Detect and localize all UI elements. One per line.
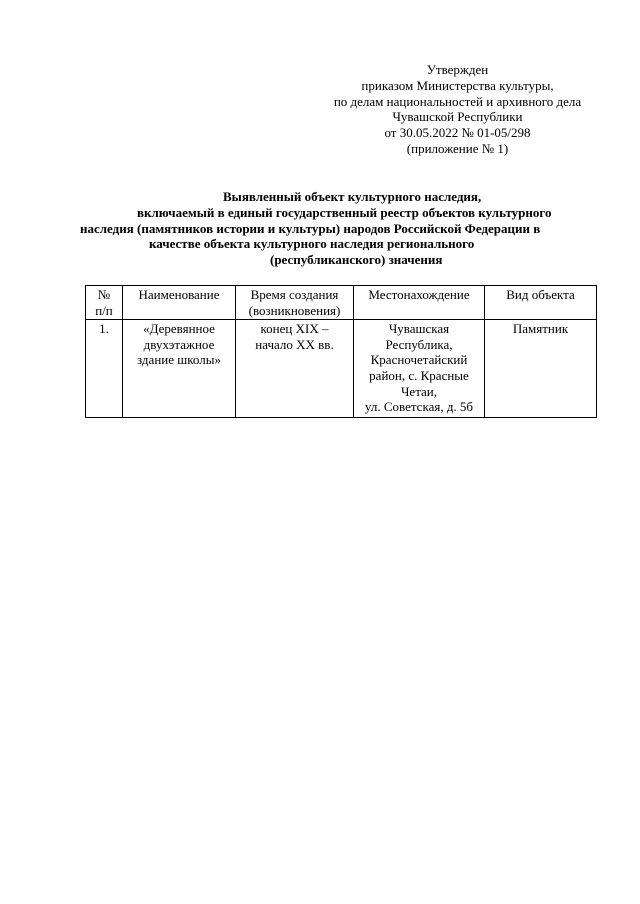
cell-text: Республика, xyxy=(385,336,453,352)
header-location xyxy=(354,286,485,320)
header-text: Время создания xyxy=(250,287,339,302)
cell-text: конец XIX – xyxy=(260,321,329,337)
cell-type xyxy=(485,320,597,418)
approval-block xyxy=(310,62,605,157)
title-line: включаемый в единый государственный реестр объектов культурного xyxy=(137,204,552,220)
cell-text: Красночетайский xyxy=(370,352,468,368)
heritage-objects-table xyxy=(85,285,597,418)
cell-text: 1. xyxy=(99,321,109,337)
cell-text: ул. Советская, д. 5б xyxy=(364,399,474,415)
title-line: наследия (памятников истории и культуры) народов Российской Федерации в xyxy=(80,220,541,236)
header-text: № xyxy=(97,287,111,302)
header-text: Наименование xyxy=(138,287,220,302)
cell-location xyxy=(354,320,485,418)
cell-text: двухэтажное xyxy=(143,336,215,352)
approval-line: от 30.05.2022 № 01-05/298 xyxy=(384,125,531,141)
cell-text: Четаи, xyxy=(400,383,438,399)
header-number xyxy=(86,286,123,320)
approval-line: Утвержден xyxy=(426,62,489,77)
cell-text: начало XX вв. xyxy=(255,336,334,352)
cell-time xyxy=(236,320,354,418)
header-text: Вид объекта xyxy=(506,287,575,302)
approval-line: приказом Министерства культуры, xyxy=(361,77,554,93)
title-line: качестве объекта культурного наследия регионального xyxy=(149,236,475,252)
header-type xyxy=(485,286,597,320)
title-line: Выявленный объект культурного наследия, xyxy=(223,189,482,204)
cell-text: район, с. Красные xyxy=(369,367,469,383)
header-text: п/п xyxy=(95,302,113,318)
approval-line: Чувашской Республики xyxy=(392,109,523,125)
cell-text: Чувашская xyxy=(388,321,450,337)
cell-number xyxy=(86,320,123,418)
approval-line: (приложение № 1) xyxy=(406,140,509,156)
cell-text: здание школы» xyxy=(137,352,221,368)
header-text: Местонахождение xyxy=(368,287,470,302)
header-time xyxy=(236,286,354,320)
cell-text: «Деревянное xyxy=(143,321,215,337)
table-header-row xyxy=(86,286,597,320)
cell-text: Памятник xyxy=(512,321,569,337)
header-text: (возникновения) xyxy=(248,302,341,318)
header-name xyxy=(123,286,236,320)
document-title xyxy=(80,189,600,268)
table-row xyxy=(86,320,597,418)
approval-line: по делам национальностей и архивного дела xyxy=(333,93,582,109)
title-line: (республиканского) значения xyxy=(270,252,443,268)
cell-name xyxy=(123,320,236,418)
